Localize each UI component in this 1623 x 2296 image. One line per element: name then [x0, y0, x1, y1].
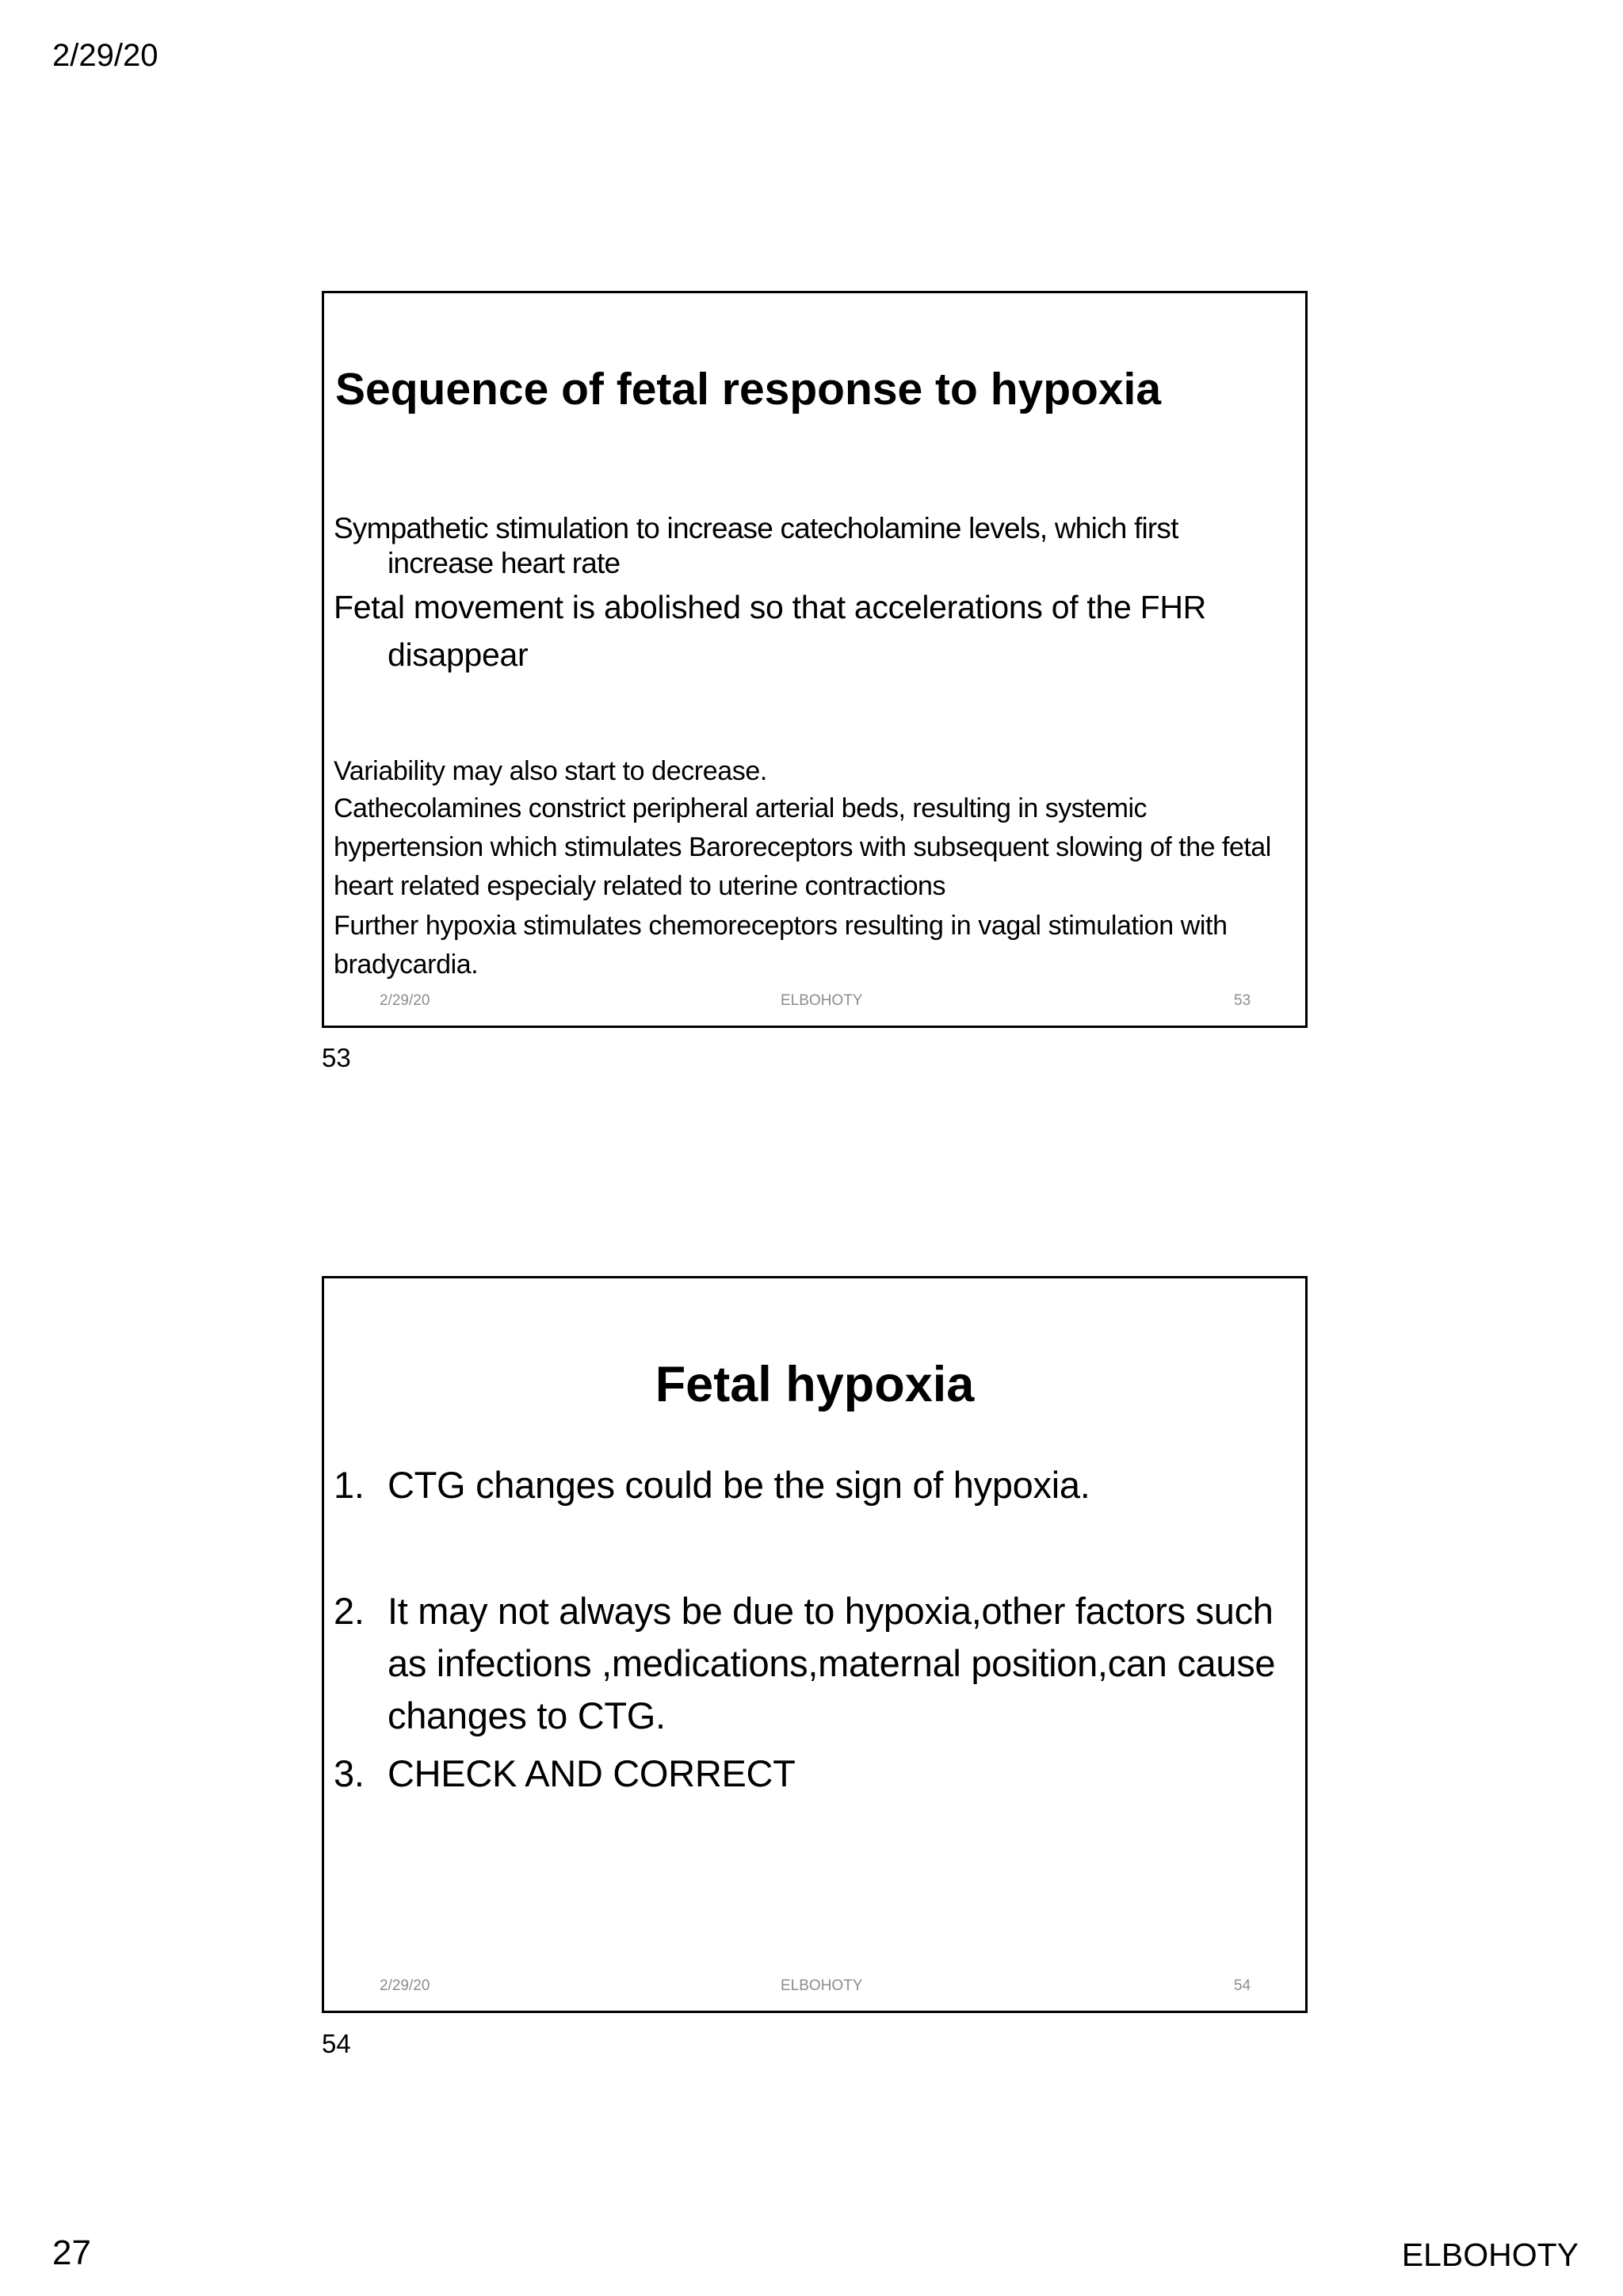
- slide-paragraph: [334, 511, 1296, 581]
- list-item-number: 1.: [334, 1464, 365, 1506]
- slide-footer-number: 54: [1234, 1977, 1251, 1994]
- list-item: [334, 1585, 1296, 1742]
- list-item-text: CTG changes could be the sign of hypoxia.: [388, 1464, 1090, 1506]
- list-item-number: 3.: [334, 1752, 365, 1794]
- slide-paragraph: Cathecolamines constrict peripheral arterial beds, resulting in systemic hypertension which stimulates Baroreceptors with subsequent slowing of the fetal heart related especialy related to uterine contractions: [334, 793, 1271, 901]
- page-author: ELBOHOTY: [1401, 2237, 1579, 2273]
- slide-paragraph: Further hypoxia stimulates chemoreceptors resulting in vagal stimulation with bradycardia.: [334, 911, 1228, 980]
- list-item-text: It may not always be due to hypoxia,other factors such as infections ,medications,maternal position,can cause changes to CTG.: [388, 1590, 1276, 1736]
- page-date: 2/29/20: [52, 38, 158, 73]
- list-item-number: 2.: [334, 1590, 365, 1632]
- slide-caption: 53: [322, 1043, 351, 1072]
- paragraph-continuation: disappear: [388, 636, 529, 673]
- slide-footer-number: 53: [1234, 992, 1251, 1009]
- slide-53: [322, 291, 1308, 1028]
- slide-54: [322, 1276, 1308, 2013]
- page-number: 27: [52, 2233, 91, 2272]
- slide-footer-author: ELBOHOTY: [781, 992, 863, 1009]
- slide-paragraph: [334, 583, 1296, 678]
- paragraph-continuation: increase heart rate: [388, 547, 621, 579]
- list-item: [334, 1748, 1296, 1800]
- slide-footer-author: ELBOHOTY: [781, 1977, 863, 1994]
- list-item-text: CHECK AND CORRECT: [388, 1752, 796, 1794]
- slide-title: Sequence of fetal response to hypoxia: [335, 364, 1162, 415]
- paragraph-first-line: Sympathetic stimulation to increase catecholamine levels, which first: [334, 512, 1178, 544]
- slide-footer-date: 2/29/20: [380, 1977, 430, 1994]
- slide-title: Fetal hypoxia: [655, 1357, 975, 1412]
- slide-caption: 54: [322, 2029, 351, 2058]
- paragraph-first-line: Fetal movement is abolished so that accelerations of the FHR: [334, 589, 1206, 625]
- list-item: [334, 1459, 1296, 1511]
- slide-footer-date: 2/29/20: [380, 992, 430, 1009]
- slide-paragraph: Variability may also start to decrease.: [334, 756, 767, 786]
